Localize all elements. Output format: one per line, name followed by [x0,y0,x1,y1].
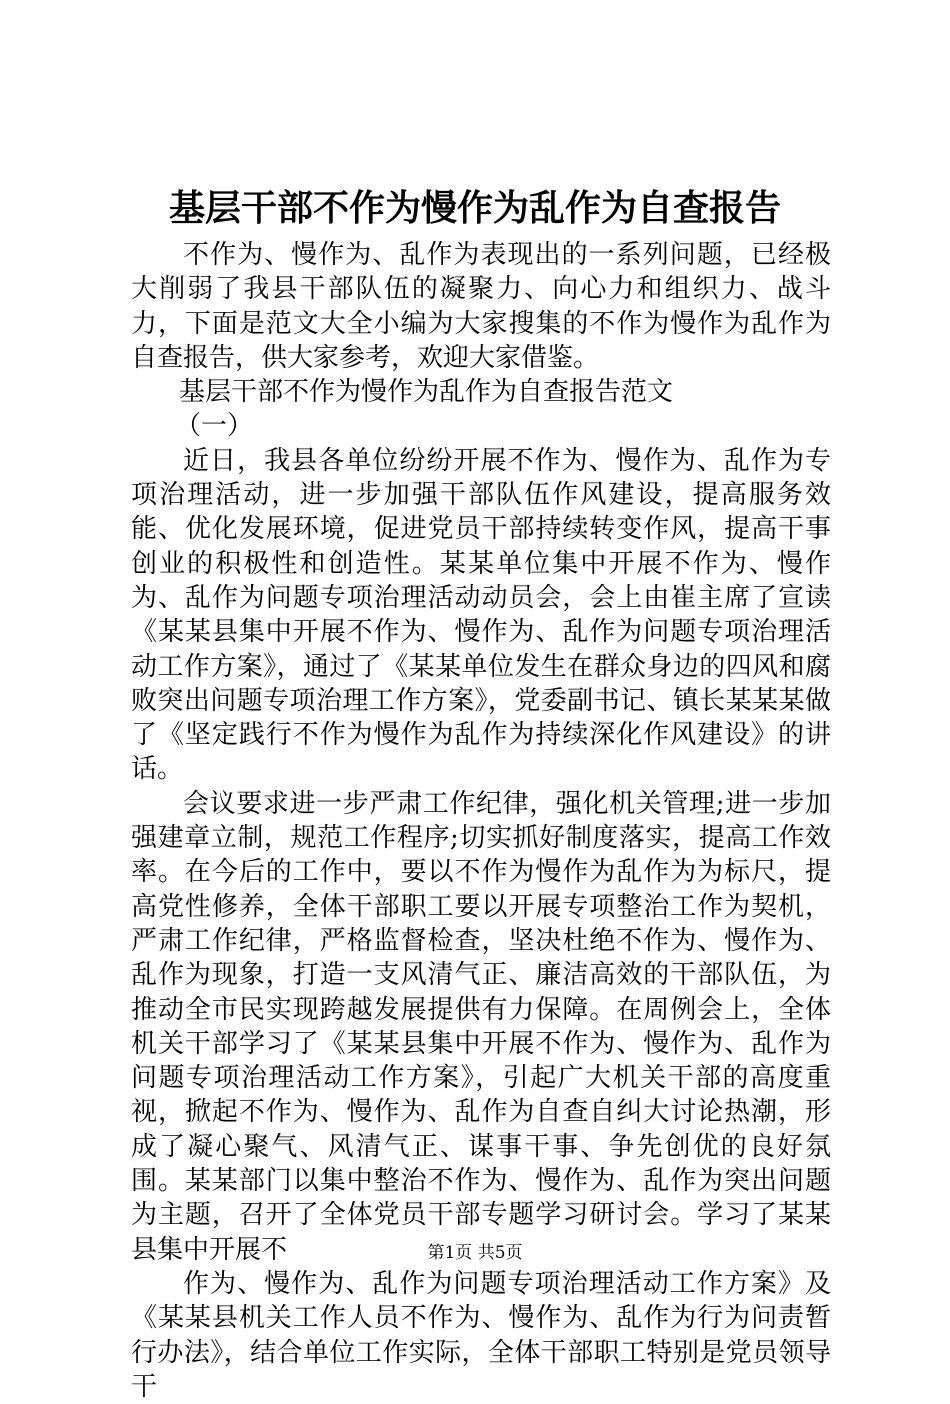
document-title: 基层干部不作为慢作为乱作为自查报告 [168,187,781,229]
paragraph-2: 会议要求进一步严肃工作纪律，强化机关管理;进一步加强建章立制，规范工作程序;切实抓好制度落实，提高工作效率。在今后的工作中，要以不作为慢作为乱作为为标尺，提高党性修养，全体干部职工要以开展专项整治工作为契机，严肃工作纪律，严格监督检查，坚决杜绝不作为、慢作为、乱作为现象，打造一支风清气正、廉洁高效的干部队伍，为推动全市民实现跨越发展提供有力保障。在周例会上，全体机关干部学习了《某某县集中开展不作为、慢作为、乱作为问题专项治理活动工作方案》，引起广大机关干部的高度重视，掀起不作为、慢作为、乱作为自查自纠大讨论热潮，形成了凝心聚气、风清气正、谋事干事、争先创优的良好氛围。某某部门以集中整治不作为、慢作为、乱作为突出问题为主题，召开了全体党员干部专题学习研讨会。学习了某某县集中开展不 [131,788,831,1265]
document-body [131,238,831,1404]
page-footer: 第1页 共5页 [427,1243,523,1263]
section-heading: 基层干部不作为慢作为乱作为自查报告范文 [179,377,674,408]
paragraph-intro: 不作为、慢作为、乱作为表现出的一系列问题，已经极大削弱了我县干部队伍的凝聚力、向心力和组织力、战斗力，下面是范文大全小编为大家搜集的不作为慢作为乱作为自查报告，供大家参考，欢迎大家借鉴。 [131,240,831,373]
paragraph-1: 近日，我县各单位纷纷开展不作为、慢作为、乱作为专项治理活动，进一步加强干部队伍作风建设，提高服务效能、优化发展环境，促进党员干部持续转变作风，提高干事创业的积极性和创造性。某某单位集中开展不作为、慢作为、乱作为问题专项治理活动动员会，会上由崔主席了宣读《某某县集中开展不作为、慢作为、乱作为问题专项治理活动工作方案》，通过了《某某单位发生在群众身边的四风和腐败突出问题专项治理工作方案》，党委副书记、镇长某某某做了《坚定践行不作为慢作为乱作为持续深化作风建设》的讲话。 [131,445,831,785]
paragraph-3: 作为、慢作为、乱作为问题专项治理活动工作方案》及《某某县机关工作人员不作为、慢作为、乱作为行为问责暂行办法》，结合单位工作实际，全体干部职工特别是党员领导干 [131,1268,831,1402]
section-number: （一） [175,411,254,442]
